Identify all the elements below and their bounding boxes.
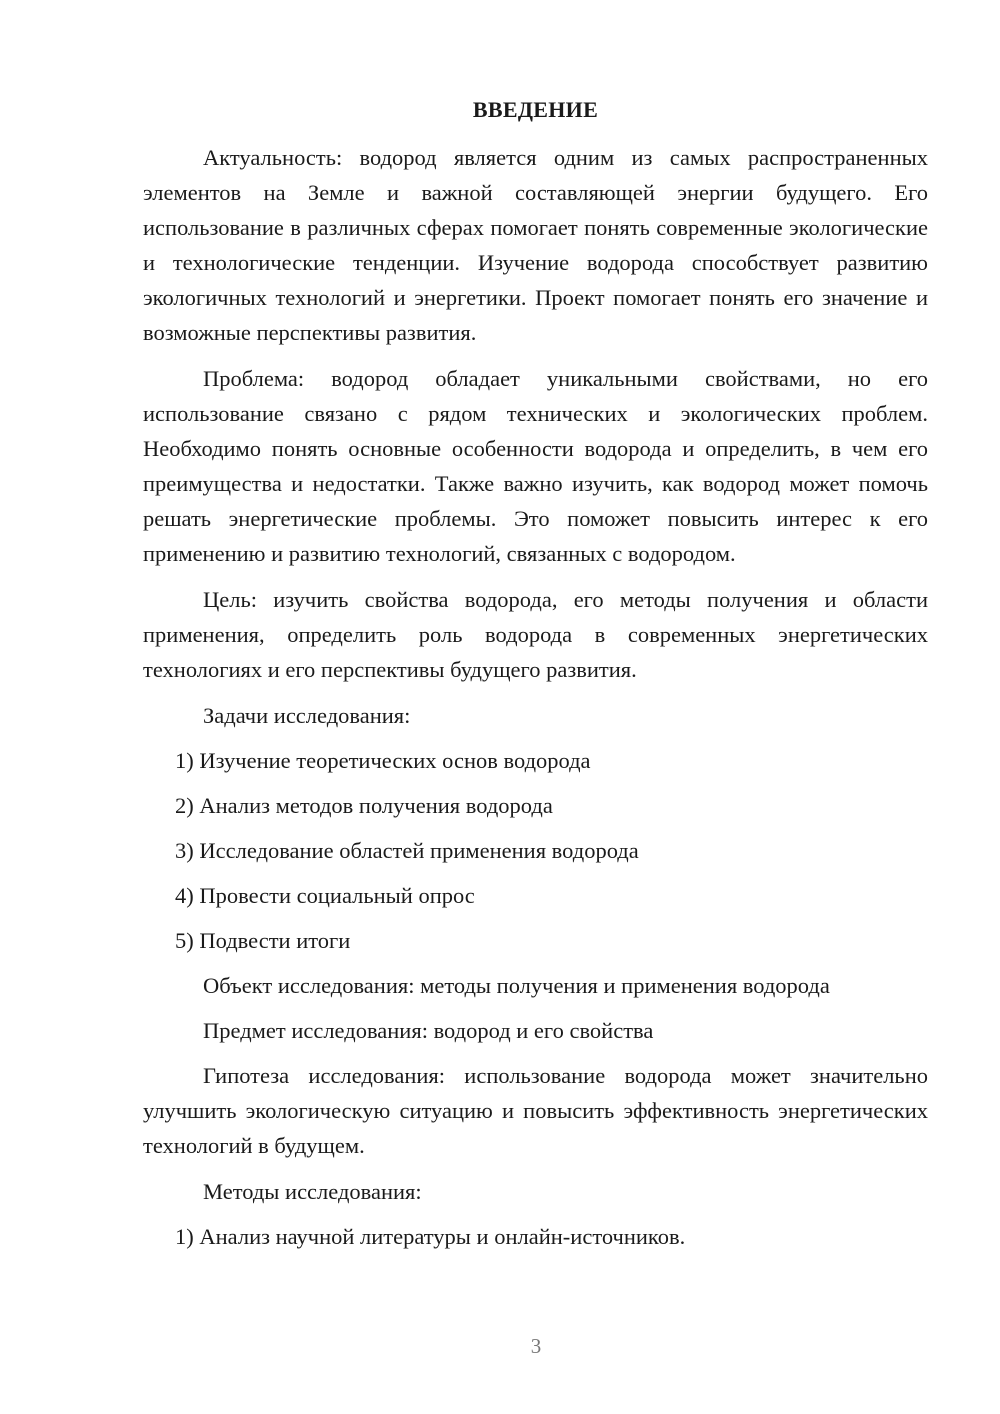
subject-line: Предмет исследования: водород и его свойства	[203, 1018, 654, 1043]
task-item: 3) Исследование областей применения водорода	[175, 838, 639, 863]
task-item: 2) Анализ методов получения водорода	[175, 793, 553, 818]
method-item: 1) Анализ научной литературы и онлайн-источников.	[175, 1224, 686, 1249]
task-item: 4) Провести социальный опрос	[175, 883, 475, 908]
page-number: 3	[530, 1334, 542, 1358]
task-item: 5) Подвести итоги	[175, 928, 351, 953]
task-item: 1) Изучение теоретических основ водорода	[175, 748, 591, 773]
problem-paragraph: Проблема: водород обладает уникальными свойствами, но его использование связано с рядом технических и экологических проблем. Необходимо понять основные особенности водорода и определить, в чем его преимущества и недостатки. Также важно изучить, как водород может помочь решать энергетические проблемы. Это поможет повысить интерес к его применению и развитию технологий, связанных с водородом.	[143, 366, 928, 566]
tasks-title: Задачи исследования:	[203, 703, 411, 728]
hypothesis-paragraph: Гипотеза исследования: использование водорода может значительно улучшить экологическую ситуацию и повысить эффективность энергетических технологий в будущем.	[143, 1063, 928, 1158]
section-heading: ВВЕДЕНИЕ	[472, 97, 599, 122]
methods-title: Методы исследования:	[203, 1179, 422, 1204]
relevance-paragraph: Актуальность: водород является одним из самых распространенных элементов на Земле и важной составляющей энергии будущего. Его использование в различных сферах помогает понять современные экологические и технологические тенденции. Изучение водорода способствует развитию экологичных технологий и энергетики. Проект помогает понять его значение и возможные перспективы развития.	[143, 145, 928, 345]
object-line: Объект исследования: методы получения и применения водорода	[203, 973, 830, 998]
goal-paragraph: Цель: изучить свойства водорода, его методы получения и области применения, определить роль водорода в современных энергетических технологиях и его перспективы будущего развития.	[143, 587, 928, 682]
page-content	[143, 95, 928, 1264]
